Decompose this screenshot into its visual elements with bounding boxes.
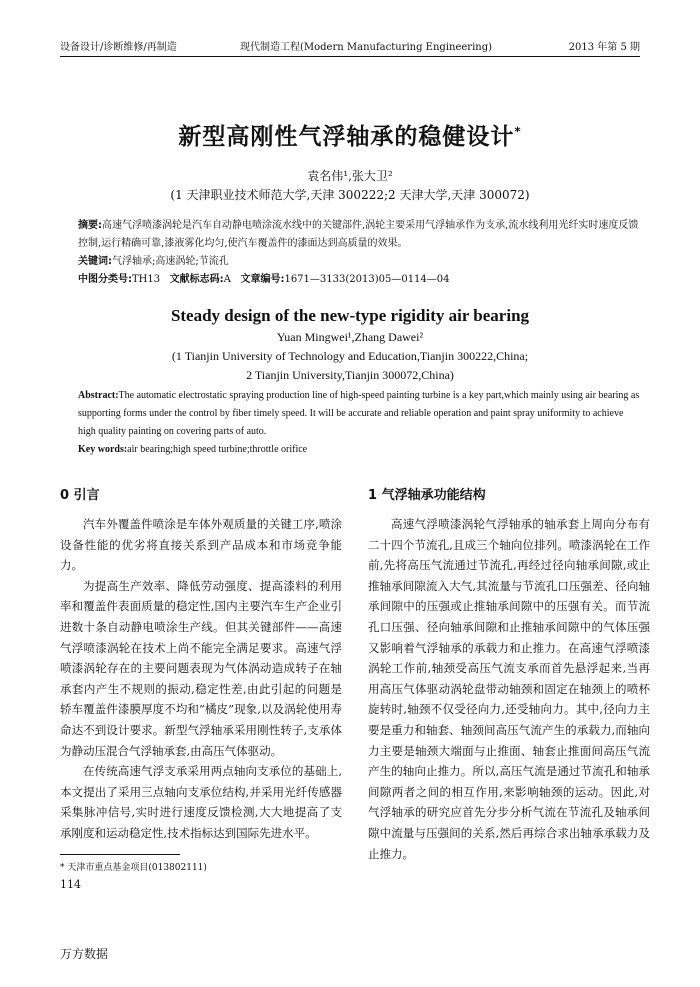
right-column (368, 514, 650, 864)
doc-code-value: A (223, 274, 231, 285)
chinese-keywords-label: 关键词: (78, 256, 112, 267)
english-keywords-text: air bearing;high speed turbine;throttle orifice (127, 444, 308, 455)
chinese-affiliation: (1 天津职业技术师范大学,天津 300222;2 天津大学,天津 300072) (170, 188, 530, 202)
left-column (60, 514, 342, 844)
chinese-keywords-text: 气浮轴承;高速涡轮;节流孔 (112, 256, 229, 267)
section-1-heading: 1 气浮轴承功能结构 (368, 488, 486, 503)
chinese-abstract (78, 217, 640, 253)
page-number: 114 (60, 878, 81, 891)
chinese-authors: 袁名伟¹,张大卫² (307, 169, 393, 183)
header-section-label: 设备设计/诊断维修/再制造 (60, 42, 177, 53)
chinese-title-text: 新型高刚性气浮轴承的稳健设计 (178, 124, 515, 150)
clc-label: 中图分类号: (78, 274, 132, 285)
running-header (60, 38, 640, 56)
chinese-abstract-label: 摘要: (78, 220, 102, 231)
header-issue: 2013 年第 5 期 (568, 42, 640, 53)
chinese-keywords (78, 253, 640, 271)
english-affiliation-1: (1 Tianjin University of Technology and Education,Tianjin 300222,China; (171, 349, 529, 363)
chinese-abstract-text: 高速气浮喷漆涡轮是汽车自动静电喷涂流水线中的关键部件,涡轮主要采用气浮轴承作为支承,流水线利用光纤实时速度反馈控制,运行精确可靠,漆液雾化均匀,使汽车覆盖件的漆面达到高质量的效果。 (78, 220, 639, 249)
english-abstract (78, 387, 640, 441)
english-abstract-text: The automatic electrostatic spraying production line of high-speed painting turbine is a key part,which mainly using air bearing as supporting forms under the control by fiber timely speed. It will be accurate and reliable operation and paint spray uniformity to achieve high quality painting on covering parts of auto. (78, 390, 640, 437)
paragraph: 为提高生产效率、降低劳动强度、提高漆料的利用率和覆盖件表面质量的稳定性,国内主要汽车生产企业引进数十条自动静电喷涂生产线。但其关键部件——高速气浮喷漆涡轮在技术上尚不能完全满足要求。高速气浮喷漆涡轮存在的主要问题表现为气体涡动造成转子在轴承套内产生不规则的振动,稳定性差,由此引起的问题是轿车覆盖件漆膜厚度不均和“橘皮”现象,以及涡轮使用寿命达不到设计要求。新型气浮轴承采用刚性转子,支承体为静动压混合气浮轴承套,由高压气体驱动。 (60, 578, 342, 758)
doc-code-label: 文献标志码: (169, 274, 224, 285)
english-keywords (78, 441, 640, 459)
paragraph: 汽车外覆盖件喷涂是车体外观质量的关键工序,喷涂设备性能的优劣将直接关系到产品成本和市场竞争能力。 (60, 517, 342, 573)
english-affiliation-2: 2 Tianjin University,Tianjin 300072,China) (246, 368, 454, 382)
title-footnote-mark: * (514, 124, 522, 139)
article-number-value: 1671—3133(2013)05—0114—04 (284, 274, 450, 285)
paragraph: 高速气浮喷漆涡轮气浮轴承的轴承套上周向分布有二十四个节流孔,且成三个轴向位排列。喷漆涡轮在工作前,先将高压气流通过节流孔,再经过径向轴承间隙,或止推轴承间隙流入大气,其流量与节流孔口压强差、径向轴承间隙中的压强或止推轴承间隙中的压强有关。而节流孔口压强、径向轴承间隙和止推轴承间隙中的气体压强又影响着气浮轴承的承载力和止推力。在高速气浮喷漆涡轮工作前,轴颈受高压气流支承而首先悬浮起来,当再用高压气体驱动涡轮盘带动轴颈和固定在轴颈上的喷杯旋转时,轴颈不仅受径向力,还受轴向力。其中,径向力主要是重力和轴套、轴颈间高压气流产生的承载力,而轴向力主要是轴颈大端面与止推面、轴套止推面间高压气流产生的轴向止推力。所以,高压气流是通过节流孔和轴承间隙两者之间的相互作用,来影响轴颈的运动。因此,对气浮轴承的研究应首先分步分析气流在节流孔及轴承间隙中流量与压强间的关系,然后再综合求出轴承承载力及止推力。 (368, 517, 650, 861)
header-rule (60, 56, 640, 57)
chinese-title (0, 118, 700, 151)
funding-footnote: * 天津市重点基金项目(013802111) (60, 863, 207, 873)
paragraph: 在传统高速气浮支承采用两点轴向支承位的基础上,本文提出了采用三点轴向支承位结构,并采用光纤传感器采集脉冲信号,实时进行速度反馈检测,大大地提高了支承刚度和运动稳定性,技术指标达到国际先进水平。 (60, 764, 342, 840)
clc-value: TH13 (132, 274, 161, 285)
english-abstract-label: Abstract: (78, 390, 119, 401)
footnote-rule (60, 854, 180, 855)
article-number-label: 文章编号: (240, 274, 285, 285)
english-authors: Yuan Mingwei¹,Zhang Dawei² (276, 330, 424, 344)
database-watermark: 万方数据 (60, 947, 109, 961)
classification-line (78, 271, 640, 289)
english-keywords-label: Key words: (78, 444, 128, 455)
section-0-heading: 0 引言 (60, 488, 100, 503)
english-title: Steady design of the new-type rigidity air bearing (170, 306, 530, 325)
header-journal-name: 现代制造工程(Modern Manufacturing Engineering) (240, 42, 493, 53)
